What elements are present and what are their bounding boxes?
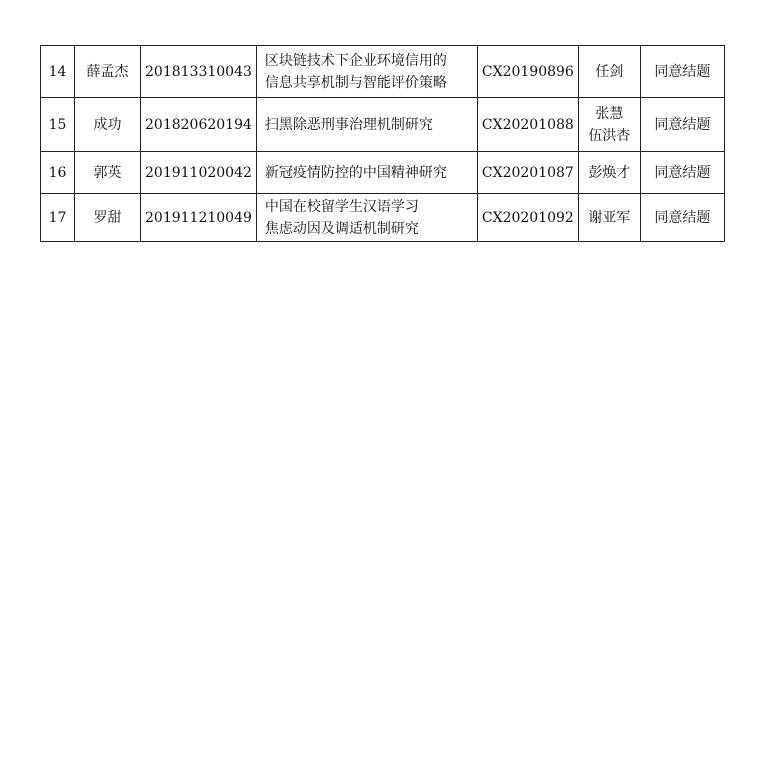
student-id: 201813310043 [141, 46, 257, 98]
review-result: 同意结题 [640, 152, 724, 194]
student-id: 201820620194 [141, 98, 257, 152]
project-code: CX20190896 [477, 46, 578, 98]
advisor [578, 152, 640, 194]
student-id: 201911210049 [141, 194, 257, 242]
project-title-line: 信息共享机制与智能评价策略 [264, 74, 447, 91]
row-number: 14 [41, 46, 75, 98]
project-title [256, 46, 477, 98]
advisor-name: 谢亚军 [588, 209, 631, 226]
project-title-line: 新冠疫情防控的中国精神研究 [264, 164, 447, 181]
row-number: 15 [41, 98, 75, 152]
project-table [40, 45, 725, 242]
project-code: CX20201087 [477, 152, 578, 194]
project-title-line: 区块链技术下企业环境信用的 [264, 52, 447, 69]
table-row [41, 46, 725, 98]
advisor [578, 46, 640, 98]
project-title-line: 中国在校留学生汉语学习 [264, 198, 419, 215]
project-code: CX20201092 [477, 194, 578, 242]
advisor-name: 伍洪杏 [588, 127, 631, 144]
advisor-name: 张慧 [595, 105, 624, 122]
advisor [578, 98, 640, 152]
student-id: 201911020042 [141, 152, 257, 194]
project-title [256, 98, 477, 152]
project-title-line: 扫黑除恶刑事治理机制研究 [264, 116, 433, 133]
table-row [41, 152, 725, 194]
advisor-name: 彭焕才 [588, 164, 631, 181]
advisor-name: 任剑 [595, 63, 624, 80]
row-number: 16 [41, 152, 75, 194]
student-name: 成功 [75, 98, 141, 152]
project-title-line: 焦虑动因及调适机制研究 [264, 220, 419, 237]
student-name: 薛孟杰 [75, 46, 141, 98]
row-number: 17 [41, 194, 75, 242]
student-name: 郭英 [75, 152, 141, 194]
advisor [578, 194, 640, 242]
project-code: CX20201088 [477, 98, 578, 152]
review-result: 同意结题 [640, 98, 724, 152]
student-name: 罗甜 [75, 194, 141, 242]
table-row [41, 98, 725, 152]
review-result: 同意结题 [640, 194, 724, 242]
review-result: 同意结题 [640, 46, 724, 98]
project-title [256, 152, 477, 194]
table-row [41, 194, 725, 242]
project-title [256, 194, 477, 242]
